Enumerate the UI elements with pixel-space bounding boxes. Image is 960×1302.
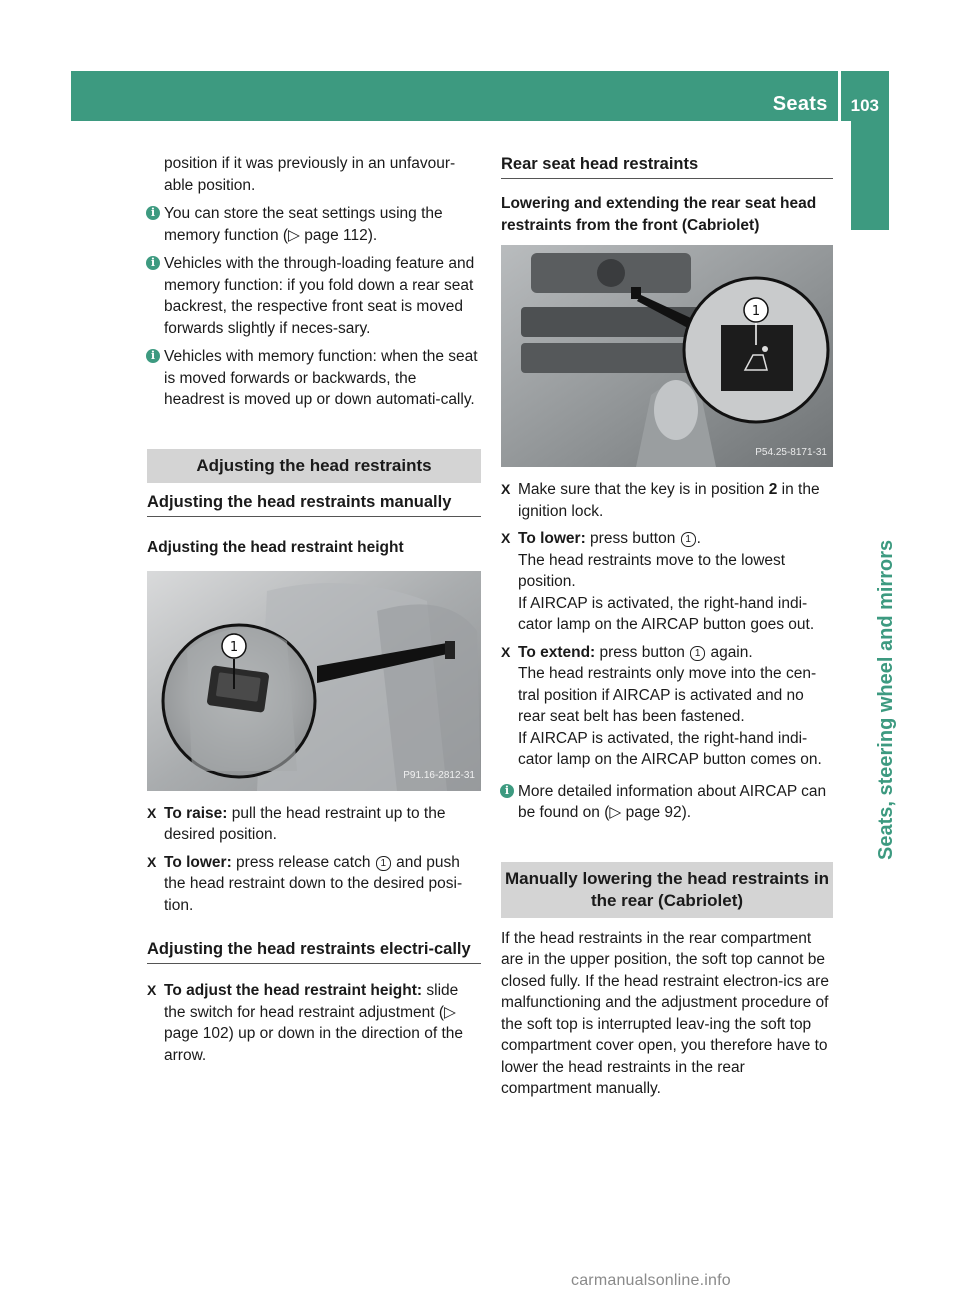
callout-1-inline: 1 <box>681 532 696 547</box>
step-text: Make sure that the key is in position <box>518 481 769 498</box>
side-tab-marker <box>851 120 889 230</box>
step-text: and push the head restraint down to the desired posi-tion. <box>164 853 463 914</box>
info-icon: i <box>146 206 160 220</box>
photo-code: P54.25-8171-31 <box>755 446 827 458</box>
section-title: Manually lowering the head restraints in the rear (Cabriolet) <box>501 862 833 918</box>
step-label: To raise: <box>164 804 228 822</box>
right-column <box>501 153 833 1100</box>
step-label: To extend: <box>518 643 596 661</box>
step-text: press button <box>585 530 680 547</box>
step-text: again. <box>706 643 753 661</box>
instruction-step <box>147 803 481 846</box>
step-continuation: The head restraints move to the lowest position. <box>518 551 786 590</box>
body-text: If the head restraints in the rear compartment are in the upper position, the soft top cannot be closed fully. If the head restraint electron-ics are malfunctioning and the adjustment procedure of the soft top is interrupted leav-ing the soft top compartment cover open, you therefore have to lower the head restraints in the rear compartment manually. <box>501 929 829 1097</box>
instruction-step <box>501 479 833 522</box>
info-text: Vehicles with the through-loading feature and memory function: if you fold down a rear seat backrest, the respective front seat is moved forwards slightly if neces-sary. <box>164 255 475 337</box>
instruction-step <box>501 642 833 664</box>
section-title: Adjusting the head restraints <box>147 449 481 483</box>
head-restraint-illustration <box>147 571 481 791</box>
step-text: slide the switch for head restraint adjustment (▷ page 102) up or down in the direction of the arrow. <box>164 982 464 1064</box>
step-continuation: If AIRCAP is activated, the right-hand indi-cator lamp on the AIRCAP button goes out. <box>518 594 815 633</box>
instruction-step <box>501 528 833 550</box>
instruction-step <box>147 852 481 917</box>
step-text: press release catch <box>231 853 375 871</box>
photo-code: P91.16-2812-31 <box>403 770 475 781</box>
step-text: pull the head restraint up to the desired position. <box>164 804 446 843</box>
step-marker: X <box>147 982 157 998</box>
instruction-step <box>147 980 481 1066</box>
step-label: To lower: <box>518 530 586 547</box>
callout-1: 1 <box>229 639 239 655</box>
side-tab-label: Seats, steering wheel and mirrors <box>875 539 897 860</box>
heading-lowering: Lowering and extending the rear seat head restraints from the front (Cabriolet) <box>501 195 817 234</box>
step-continuation: If AIRCAP is activated, the right-hand indi-cator lamp on the AIRCAP button comes on. <box>518 729 822 768</box>
rear-restraint-photo <box>501 245 833 467</box>
heading-electric: Adjusting the head restraints electri-cally <box>147 938 481 964</box>
step-text: . <box>696 530 701 547</box>
heading-height: Adjusting the head restraint height <box>147 538 404 556</box>
head-restraint-photo <box>147 571 481 791</box>
info-icon: i <box>146 256 160 270</box>
step-label: To adjust the head restraint height: <box>164 982 423 999</box>
position-value: 2 <box>768 481 778 498</box>
info-icon: i <box>500 784 514 798</box>
page-header <box>71 71 889 121</box>
intro-text: position if it was previously in an unfavour-able position. <box>164 155 456 194</box>
page-number: 103 <box>850 96 879 115</box>
step-continuation: The head restraints only move into the cen-tral position if AIRCAP is activated and no rear seat belt has been fastened. <box>518 665 817 725</box>
left-column <box>147 153 481 1066</box>
info-text: More detailed information about AIRCAP can be found on (▷ page 92). <box>518 782 827 821</box>
heading-rear: Rear seat head restraints <box>501 153 833 179</box>
info-text: You can store the seat settings using the memory function (▷ page 112). <box>164 205 443 244</box>
info-note <box>147 253 481 339</box>
step-marker: X <box>501 530 511 546</box>
step-marker: X <box>147 853 157 870</box>
watermark: carmanualsonline.info <box>571 1272 731 1289</box>
heading-manual: Adjusting the head restraints manually <box>147 491 481 517</box>
info-text: Vehicles with memory function: when the seat is moved forwards or backwards, the headrest is moved up or down automati-cally. <box>164 348 478 408</box>
step-text: in the ignition lock. <box>518 481 820 520</box>
info-icon: i <box>146 349 160 363</box>
callout-1: 1 <box>751 304 761 319</box>
step-label: To lower: <box>164 853 232 871</box>
callout-1-inline: 1 <box>376 856 391 871</box>
step-marker: X <box>501 481 511 497</box>
console-illustration <box>501 245 833 467</box>
info-note <box>147 203 481 246</box>
step-text: press button <box>595 643 690 661</box>
step-marker: X <box>147 804 157 821</box>
info-note <box>501 781 833 824</box>
chapter-title: Seats <box>772 93 828 115</box>
callout-1-inline: 1 <box>690 646 705 661</box>
step-marker: X <box>501 643 511 660</box>
info-note <box>147 346 481 411</box>
